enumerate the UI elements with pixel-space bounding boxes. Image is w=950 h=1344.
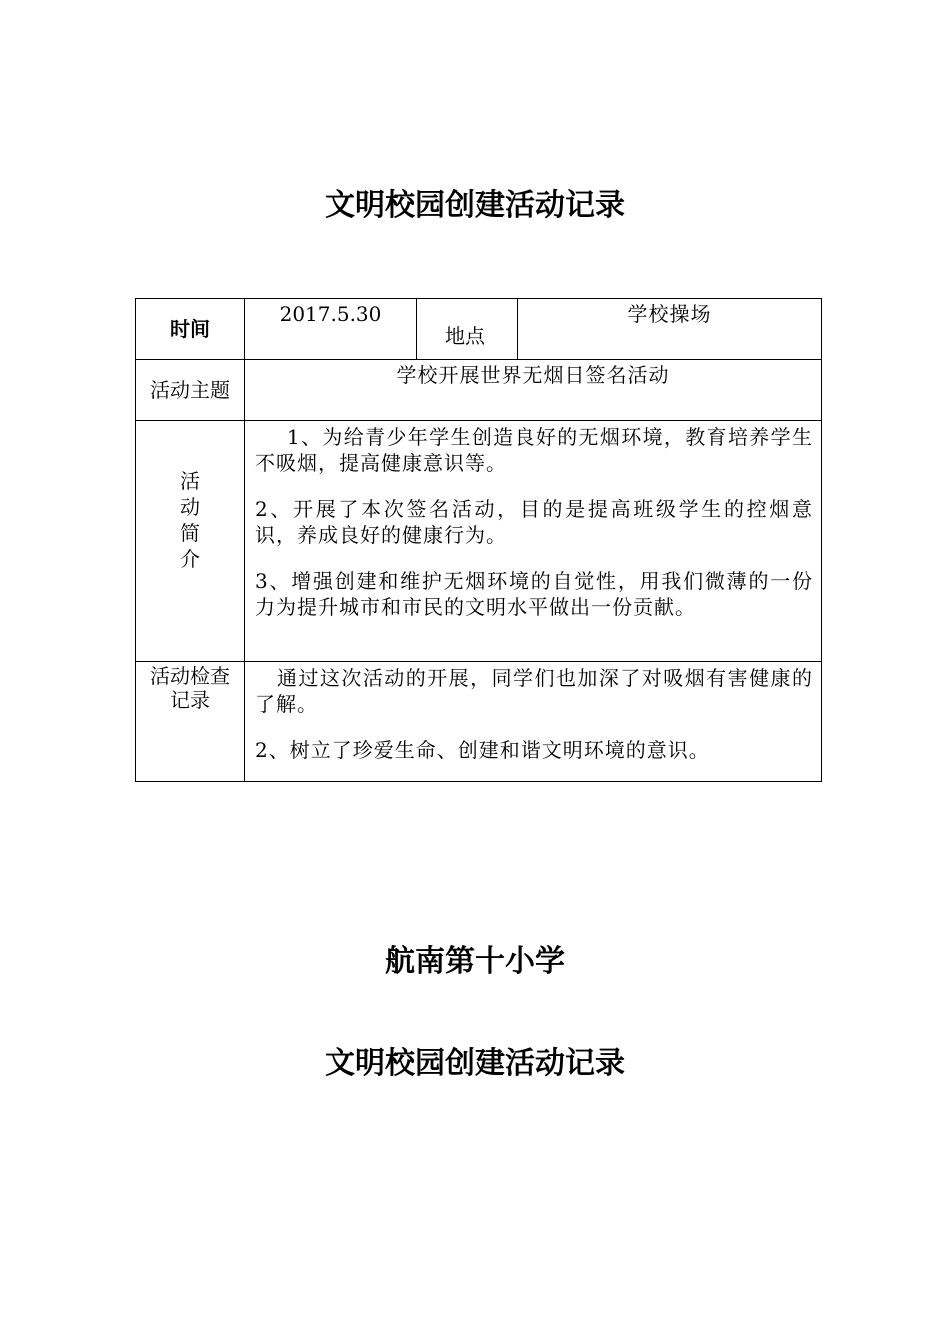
intro-label-cell	[136, 421, 245, 662]
intro-content	[245, 421, 822, 662]
intro-paragraph-1: 1、为给青少年学生创造良好的无烟环境，教育培养学生不吸烟，提高健康意识等。	[255, 425, 813, 475]
check-paragraph-1: 通过这次活动的开展，同学们也加深了对吸烟有害健康的了解。	[255, 666, 813, 716]
school-name: 航南第十小学	[385, 944, 565, 979]
intro-paragraph-2: 2、开展了本次签名活动，目的是提高班级学生的控烟意识，养成良好的健康行为。	[255, 497, 813, 547]
intro-label: 活动简介	[180, 469, 200, 571]
check-paragraph-2: 2、树立了珍爱生命、创建和谐文明环境的意识。	[255, 738, 710, 762]
time-label: 时间	[136, 299, 245, 360]
place-value: 学校操场	[518, 299, 822, 360]
activity-record-table	[135, 298, 822, 782]
place-label-cell	[417, 299, 518, 360]
theme-label: 活动主题	[136, 360, 245, 421]
check-content	[245, 662, 822, 782]
intro-paragraph-3: 3、增强创建和维护无烟环境的自觉性，用我们微薄的一份力为提升城市和市民的文明水平做出一份贡献。	[255, 569, 813, 619]
theme-value: 学校开展世界无烟日签名活动	[245, 360, 822, 421]
document-title: 文明校园创建活动记录	[325, 188, 625, 223]
document-title-repeat: 文明校园创建活动记录	[325, 1046, 625, 1081]
check-label-text: 活动检查记录	[150, 664, 230, 712]
check-label	[136, 662, 245, 782]
place-label: 地点	[445, 324, 485, 348]
time-value: 2017.5.30	[245, 299, 417, 360]
